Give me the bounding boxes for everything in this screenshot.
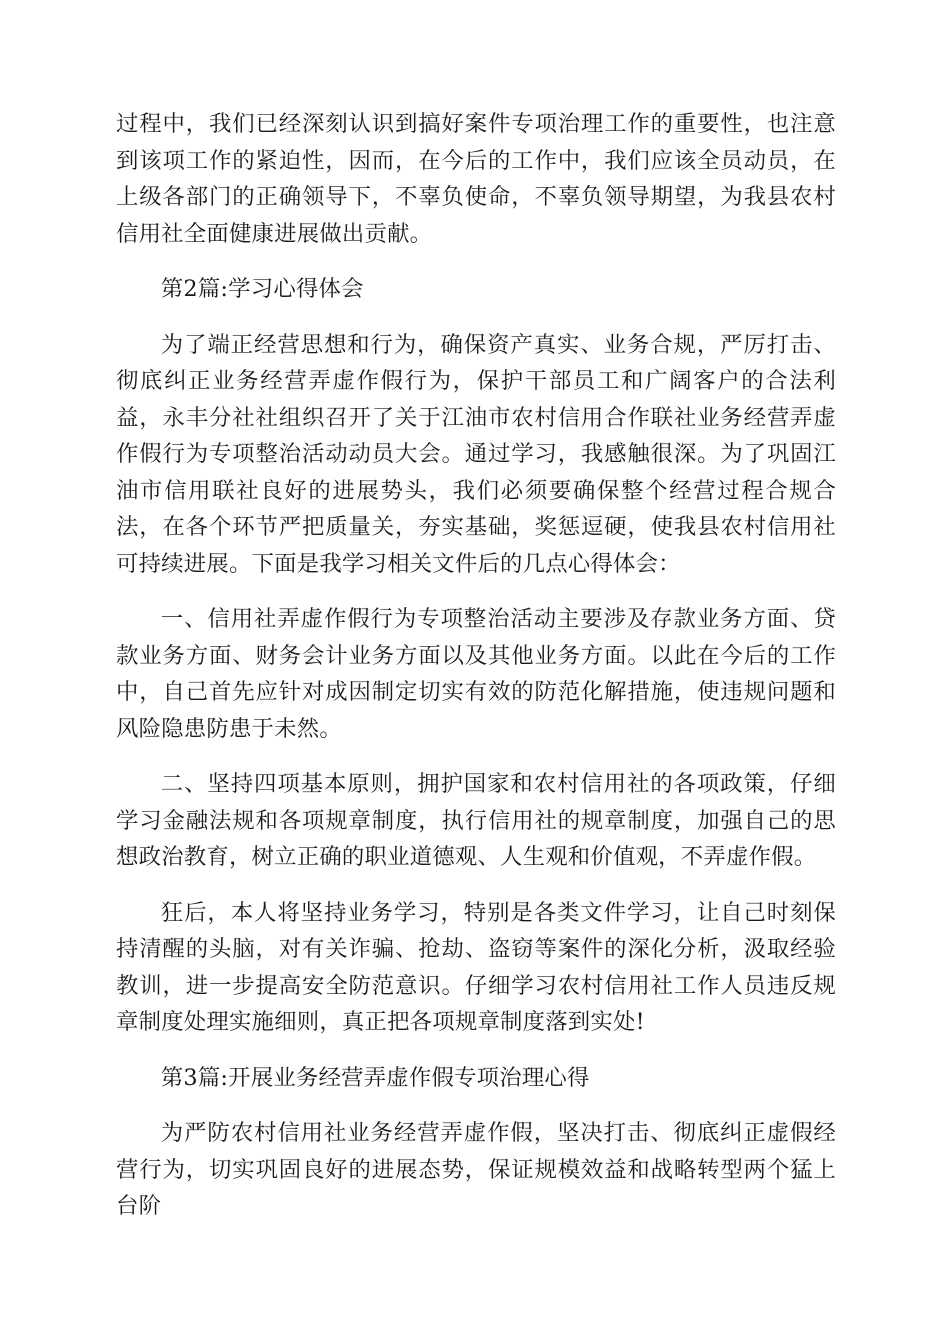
paragraph-point-1: 一、信用社弄虚作假行为专项整治活动主要涉及存款业务方面、贷款业务方面、财务会计业务方面以及其他业务方面。以此在今后的工作中，自己首先应针对成因制定切实有效的防范化解措施，使违规问题和风险隐患防患于未然。	[116, 606, 836, 742]
paragraph-continuation: 过程中，我们已经深刻认识到搞好案件专项治理工作的重要性，也注意到该项工作的紧迫性，因而，在今后的工作中，我们应该全员动员，在上级各部门的正确领导下，不辜负使命，不辜负领导期望，为我县农村信用社全面健康进展做出贡献。	[116, 111, 836, 247]
paragraph-point-2: 二、坚持四项基本原则，拥护国家和农村信用社的各项政策，仔细学习金融法规和各项规章制度，执行信用社的规章制度，加强自己的思想政治教育，树立正确的职业道德观、人生观和价值观，不弄虚作假。	[116, 771, 836, 870]
section-heading-3: 第3篇:开展业务经营弄虚作假专项治理心得	[160, 1064, 590, 1091]
paragraph-intro-3: 为严防农村信用社业务经营弄虚作假，坚决打击、彻底纠正虚假经营行为，切实巩固良好的进展态势，保证规模效益和战略转型两个猛上台阶	[116, 1120, 836, 1219]
section-heading-2: 第2篇:学习心得体会	[160, 276, 364, 302]
document-body	[116, 106, 836, 1244]
paragraph-closing-2: 狂后，本人将坚持业务学习，特别是各类文件学习，让自己时刻保持清醒的头脑，对有关诈骗、抢劫、盗窃等案件的深化分析，汲取经验教训，进一步提高安全防范意识。仔细学习农村信用社工作人员违反规章制度处理实施细则，真正把各项规章制度落到实处!	[116, 899, 836, 1035]
paragraph-intro-2: 为了端正经营思想和行为，确保资产真实、业务合规，严厉打击、彻底纠正业务经营弄虚作假行为，保护干部员工和广阔客户的合法利益，永丰分社社组织召开了关于江油市农村信用合作联社业务经营弄虚作假行为专项整治活动动员大会。通过学习，我感触很深。为了巩固江油市信用联社良好的进展势头，我们必须要确保整个经营过程合规合法，在各个环节严把质量关，夯实基础，奖惩逗硬，使我县农村信用社可持续进展。下面是我学习相关文件后的几点心得体会：	[116, 331, 836, 577]
